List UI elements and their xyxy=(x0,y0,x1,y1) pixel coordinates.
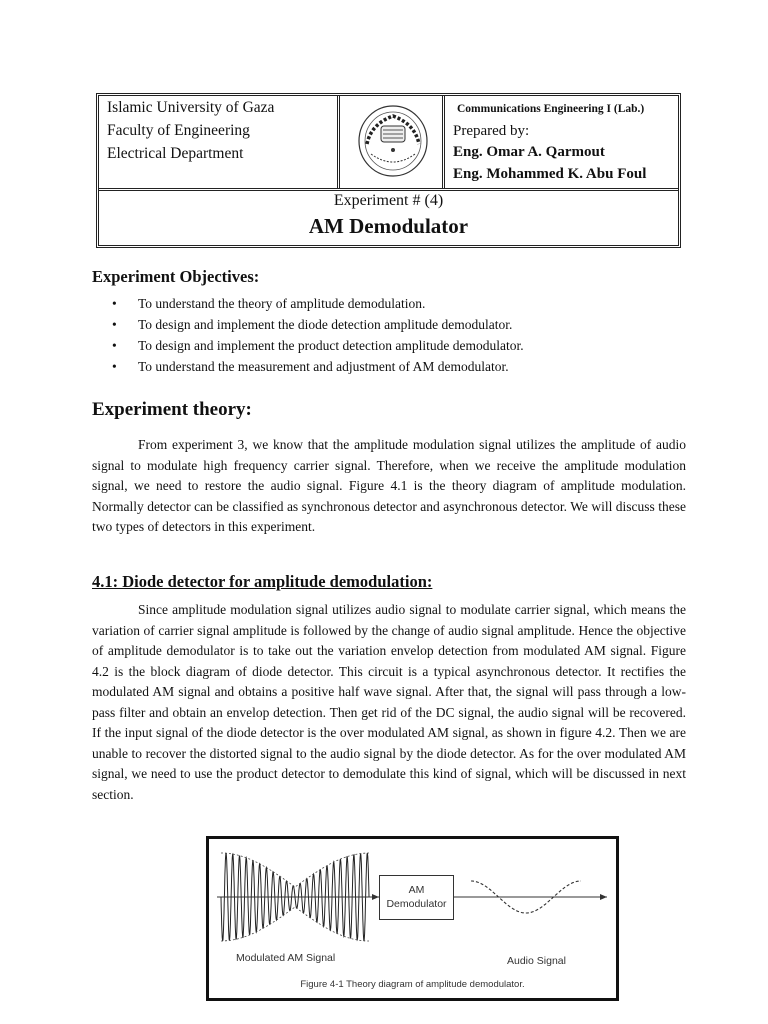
audio-signal-label: Audio Signal xyxy=(507,955,566,967)
list-item xyxy=(112,293,524,314)
engineer-name-1: Eng. Omar A. Qarmout xyxy=(453,144,605,160)
am-demodulator-block xyxy=(379,875,454,920)
theory-text: From experiment 3, we know that the amplitude modulation signal utilizes the amplitude of audio signal to modulate high frequency carrier signal. Therefore, when we receive the amplitude modulation signal, we need to restore the audio signal. Figure 4.1 is the theory diagram of amplitude modulation. Normally detector can be classified as synchronous detector and asynchronous detector. We will discuss these two types of detectors in this experiment. xyxy=(92,437,686,534)
list-item xyxy=(112,335,524,356)
list-item xyxy=(112,356,524,377)
theory-heading: Experiment theory: xyxy=(92,399,252,420)
bullet-icon: • xyxy=(112,317,117,332)
header-top-row xyxy=(99,96,678,191)
list-item xyxy=(112,314,524,335)
faculty-name: Faculty of Engineering xyxy=(107,122,250,139)
experiment-number: Experiment # (4) xyxy=(333,192,444,209)
university-name: Islamic University of Gaza xyxy=(107,99,275,116)
department-name: Electrical Department xyxy=(107,145,244,162)
objective-text: To design and implement the product detection amplitude demodulator. xyxy=(138,338,524,353)
objective-text: To understand the measurement and adjustment of AM demodulator. xyxy=(138,359,509,374)
arrow-icon xyxy=(600,894,607,900)
bullet-icon: • xyxy=(112,296,117,311)
lab-info-cell xyxy=(445,96,678,188)
objectives-list xyxy=(112,293,524,377)
objective-text: To understand the theory of amplitude demodulation. xyxy=(138,296,426,311)
institution-cell xyxy=(99,96,340,188)
experiment-title: AM Demodulator xyxy=(308,214,469,238)
arrow-icon xyxy=(372,894,379,900)
header-table xyxy=(96,93,681,248)
bullet-icon: • xyxy=(112,338,117,353)
section-text: Since amplitude modulation signal utilizes audio signal to modulate carrier signal, which means the variation of carrier signal amplitude is followed by the change of audio signal amplitude. Hence the objective of amplitude demodulator is to take out the variation envelop detection from modulated AM signal. Figure 4.2 is the block diagram of diode detector. This circuit is a typical asynchronous detector. It rectifies the modulated AM signal and obtains a positive half wave signal. After that, the signal will pass through a low-pass filter and obtain an envelop detection. Then get rid of the DC signal, the audio signal will be recovered. If the input signal of the diode detector is the over modulated AM signal, as shown in figure 4.2. Then we are unable to recover the distorted signal to the audio signal by the diode detector. As for the over modulated AM signal, we need to use the product detector to demodulate this kind of signal, which will be discussed in next section. xyxy=(92,602,686,802)
modulated-signal-label: Modulated AM Signal xyxy=(236,952,336,964)
bullet-icon: • xyxy=(112,359,117,374)
figure-box xyxy=(206,836,619,1001)
logo-cell xyxy=(340,96,445,188)
section-heading: 4.1: Diode detector for amplitude demodulation: xyxy=(92,572,433,591)
objective-text: To design and implement the diode detection amplitude demodulator. xyxy=(138,317,513,332)
course-name: Communications Engineering I (Lab.) xyxy=(457,103,645,115)
section-paragraph xyxy=(92,600,686,805)
objectives-heading: Experiment Objectives: xyxy=(92,267,260,286)
block-label-line2: Demodulator xyxy=(386,898,447,910)
theory-paragraph xyxy=(92,435,686,538)
block-label-line1: AM xyxy=(408,884,425,896)
engineer-name-2: Eng. Mohammed K. Abu Foul xyxy=(453,166,647,182)
prepared-by-label: Prepared by: xyxy=(453,123,530,139)
figure-caption: Figure 4-1 Theory diagram of amplitude demodulator. xyxy=(300,979,525,990)
university-logo-icon xyxy=(357,104,429,178)
